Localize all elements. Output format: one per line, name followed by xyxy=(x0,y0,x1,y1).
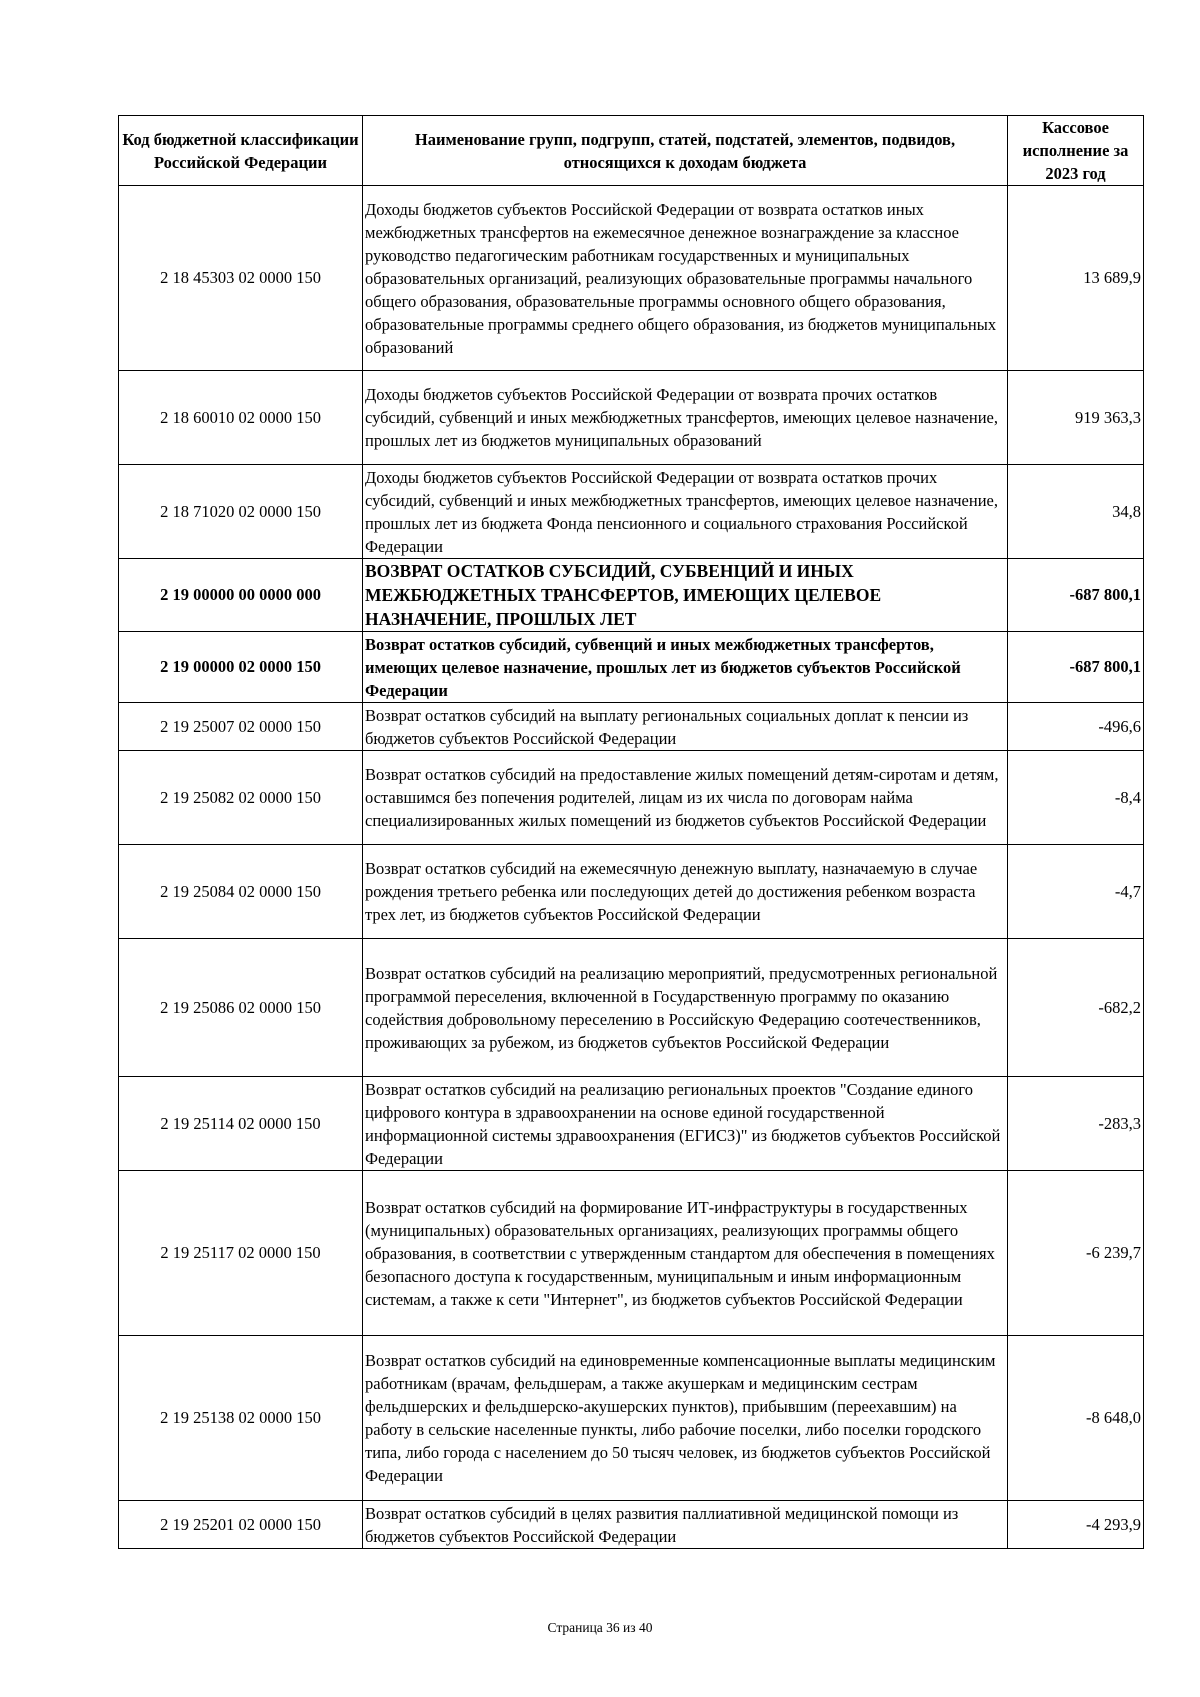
row-name: Возврат остатков субсидий на ежемесячную денежную выплату, назначаемую в случае рождения третьего ребенка или последующих детей до достижения ребенком возраста трех лет, из бюджетов субъектов Российской Федерации xyxy=(363,845,1008,939)
table-header-row xyxy=(119,116,1144,186)
row-name: Возврат остатков субсидий на единовременные компенсационные выплаты медицинским работникам (врачам, фельдшерам, а также акушеркам и медицинским сестрам фельдшерских и фельдшерско-акушерских пунктов), прибывшим (переехавшим) на работу в сельские населенные пункты, либо рабочие поселки, либо поселки городского типа, либо города с населением до 50 тысяч человек, из бюджетов субъектов Российской Федерации xyxy=(363,1336,1008,1501)
table-row-total xyxy=(119,559,1144,632)
row-amount: -283,3 xyxy=(1008,1077,1144,1171)
header-code: Код бюджетной классификации Российской Федерации xyxy=(119,116,363,186)
row-code: 2 19 25084 02 0000 150 xyxy=(119,845,363,939)
row-amount: -687 800,1 xyxy=(1008,632,1144,703)
row-name: Возврат остатков субсидий на предоставление жилых помещений детям-сиротам и детям, оставшимся без попечения родителей, лицам из их числа по договорам найма специализированных жилых помещений из бюджетов субъектов Российской Федерации xyxy=(363,751,1008,845)
row-amount: -8,4 xyxy=(1008,751,1144,845)
row-code: 2 19 00000 00 0000 000 xyxy=(119,559,363,632)
row-name: Возврат остатков субсидий на формирование ИТ-инфраструктуры в государственных (муниципальных) образовательных организациях, реализующих программы общего образования, в соответствии с утвержденным стандартом для обеспечения в помещениях безопасного доступа к государственным, муниципальным и иным информационным системам, а также к сети "Интернет", из бюджетов субъектов Российской Федерации xyxy=(363,1171,1008,1336)
row-name: Возврат остатков субсидий на реализацию мероприятий, предусмотренных региональной программой переселения, включенной в Государственную программу по оказанию содействия добровольному переселению в Российскую Федерацию соотечественников, проживающих за рубежом, из бюджетов субъектов Российской Федерации xyxy=(363,939,1008,1077)
page-number: Страница 36 из 40 xyxy=(547,1620,653,1635)
row-name: Доходы бюджетов субъектов Российской Федерации от возврата остатков иных межбюджетных трансфертов на ежемесячное денежное вознаграждение за классное руководство педагогическим работникам государственных и муниципальных образовательных организаций, реализующих образовательные программы начального общего образования, образовательные программы основного общего образования, образовательные программы среднего общего образования, из бюджетов муниципальных образований xyxy=(363,186,1008,371)
row-code: 2 19 25117 02 0000 150 xyxy=(119,1171,363,1336)
budget-table xyxy=(118,115,1144,1549)
table-row xyxy=(119,751,1144,845)
row-code: 2 19 00000 02 0000 150 xyxy=(119,632,363,703)
row-code: 2 18 60010 02 0000 150 xyxy=(119,371,363,465)
table-row xyxy=(119,1501,1144,1549)
row-amount: 34,8 xyxy=(1008,465,1144,559)
header-name: Наименование групп, подгрупп, статей, подстатей, элементов, подвидов, относящихся к доходам бюджета xyxy=(363,116,1008,186)
header-amount: Кассовое исполнение за 2023 год xyxy=(1008,116,1144,186)
row-amount: -6 239,7 xyxy=(1008,1171,1144,1336)
row-name: Доходы бюджетов субъектов Российской Федерации от возврата прочих остатков субсидий, субвенций и иных межбюджетных трансфертов, имеющих целевое назначение, прошлых лет из бюджетов муниципальных образований xyxy=(363,371,1008,465)
row-amount: -682,2 xyxy=(1008,939,1144,1077)
row-name: Доходы бюджетов субъектов Российской Федерации от возврата остатков прочих субсидий, субвенций и иных межбюджетных трансфертов, имеющих целевое назначение, прошлых лет из бюджета Фонда пенсионного и социального страхования Российской Федерации xyxy=(363,465,1008,559)
row-code: 2 19 25086 02 0000 150 xyxy=(119,939,363,1077)
row-name: Возврат остатков субсидий на выплату региональных социальных доплат к пенсии из бюджетов субъектов Российской Федерации xyxy=(363,703,1008,751)
table-row xyxy=(119,845,1144,939)
table-row xyxy=(119,186,1144,371)
table-row xyxy=(119,939,1144,1077)
row-name: ВОЗВРАТ ОСТАТКОВ СУБСИДИЙ, СУБВЕНЦИЙ И ИНЫХ МЕЖБЮДЖЕТНЫХ ТРАНСФЕРТОВ, ИМЕЮЩИХ ЦЕЛЕВОЕ НАЗНАЧЕНИЕ, ПРОШЛЫХ ЛЕТ xyxy=(363,559,1008,632)
row-code: 2 19 25082 02 0000 150 xyxy=(119,751,363,845)
table-row-subtotal xyxy=(119,632,1144,703)
row-amount: -4 293,9 xyxy=(1008,1501,1144,1549)
table-row xyxy=(119,703,1144,751)
row-code: 2 19 25201 02 0000 150 xyxy=(119,1501,363,1549)
table-row xyxy=(119,465,1144,559)
table-row xyxy=(119,371,1144,465)
table-row xyxy=(119,1077,1144,1171)
row-amount: 919 363,3 xyxy=(1008,371,1144,465)
table-row xyxy=(119,1336,1144,1501)
row-code: 2 18 71020 02 0000 150 xyxy=(119,465,363,559)
row-amount: -496,6 xyxy=(1008,703,1144,751)
row-amount: 13 689,9 xyxy=(1008,186,1144,371)
row-amount: -687 800,1 xyxy=(1008,559,1144,632)
table-row xyxy=(119,1171,1144,1336)
row-code: 2 18 45303 02 0000 150 xyxy=(119,186,363,371)
row-amount: -4,7 xyxy=(1008,845,1144,939)
row-code: 2 19 25114 02 0000 150 xyxy=(119,1077,363,1171)
row-code: 2 19 25138 02 0000 150 xyxy=(119,1336,363,1501)
row-amount: -8 648,0 xyxy=(1008,1336,1144,1501)
row-name: Возврат остатков субсидий на реализацию региональных проектов "Создание единого цифрового контура в здравоохранении на основе единой государственной информационной системы здравоохранения (ЕГИСЗ)" из бюджетов субъектов Российской Федерации xyxy=(363,1077,1008,1171)
row-code: 2 19 25007 02 0000 150 xyxy=(119,703,363,751)
row-name: Возврат остатков субсидий в целях развития паллиативной медицинской помощи из бюджетов субъектов Российской Федерации xyxy=(363,1501,1008,1549)
row-name: Возврат остатков субсидий, субвенций и иных межбюджетных трансфертов, имеющих целевое назначение, прошлых лет из бюджетов субъектов Российской Федерации xyxy=(363,632,1008,703)
